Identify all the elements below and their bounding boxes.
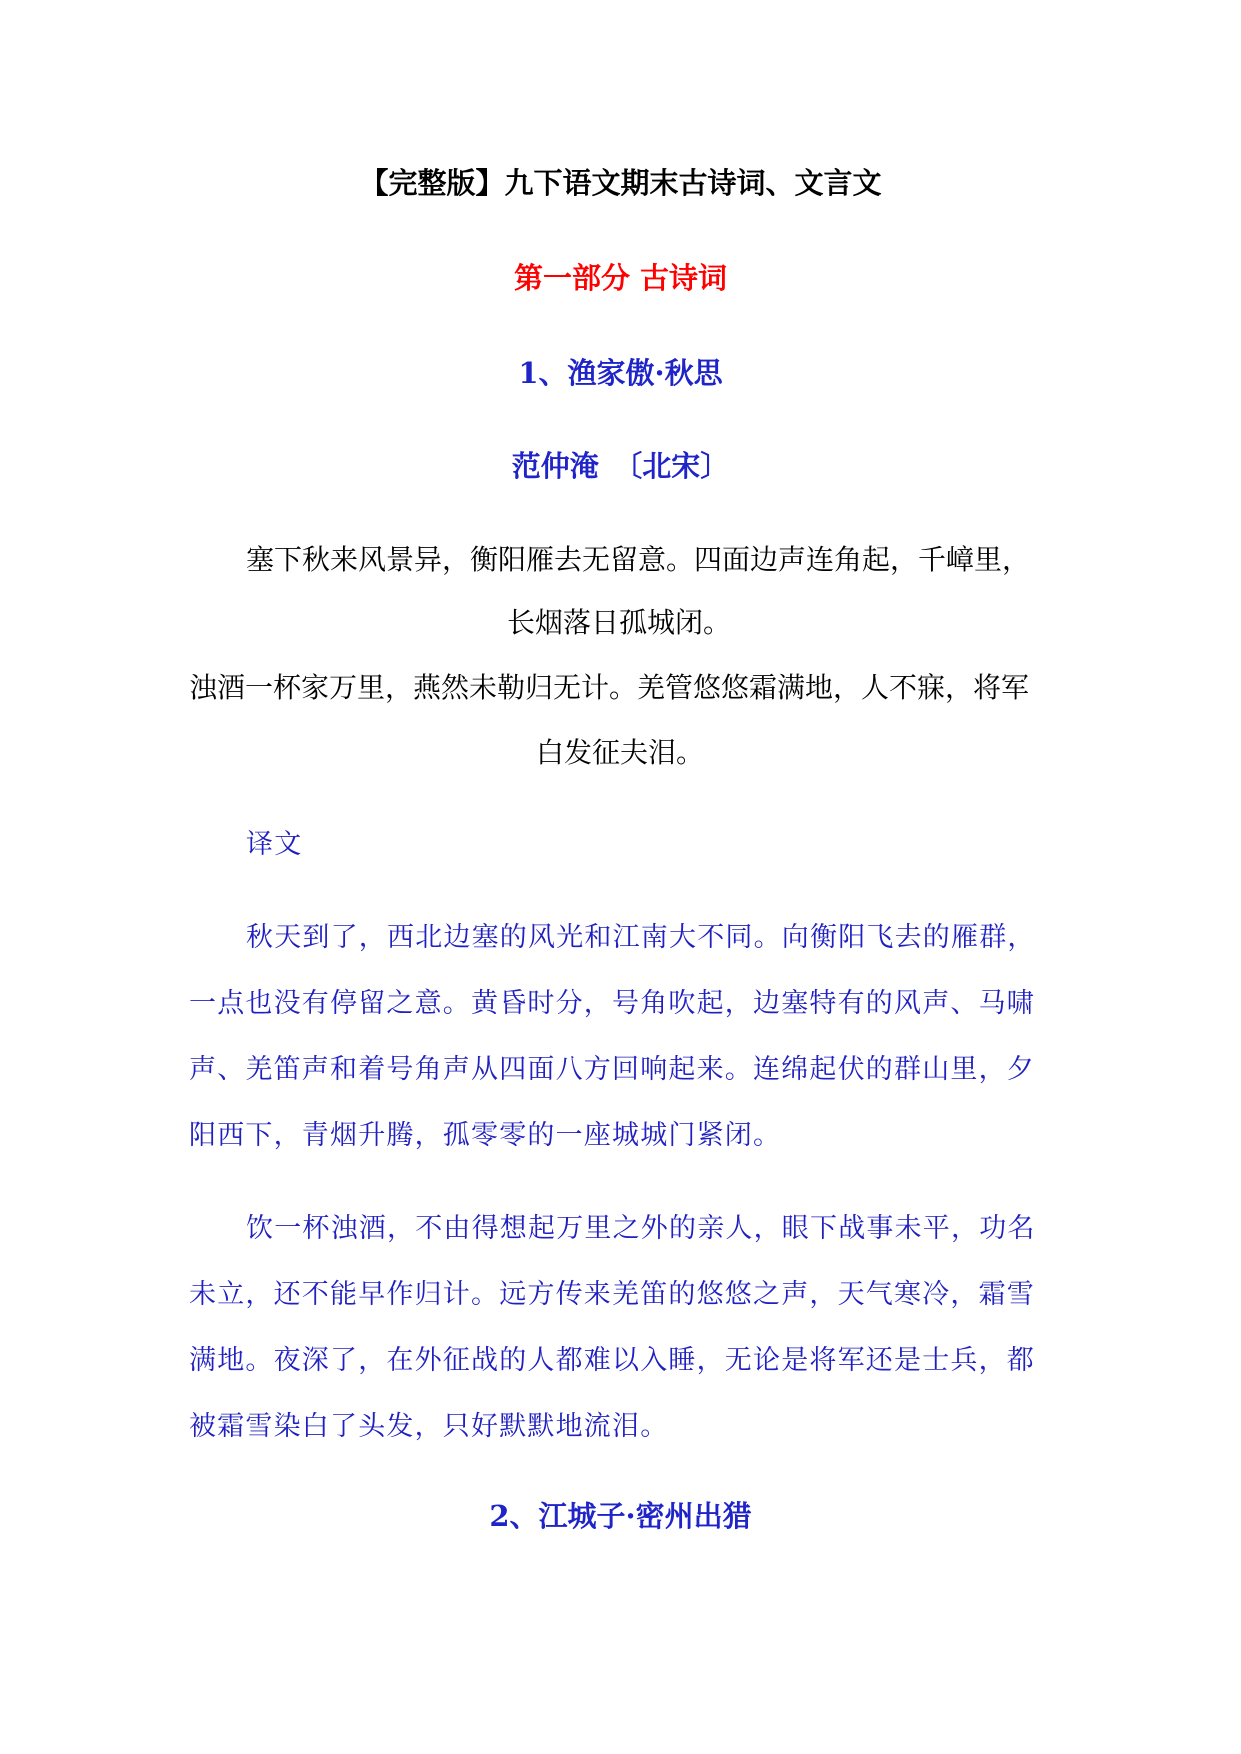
translation-line: 未立，还不能早作归计。远方传来羌笛的悠悠之声，天气寒冷，霜雪: [189, 1279, 1035, 1310]
poem-title: 2、江城子·密州出猎: [489, 1499, 752, 1533]
document-title: 【完整版】九下语文期末古诗词、文言文: [359, 166, 882, 200]
translation-line: 秋天到了，西北边塞的风光和江南大不同。向衡阳飞去的雁群，: [246, 922, 1036, 953]
translation-line: 满地。夜深了，在外征战的人都难以入睡，无论是将军还是士兵，都: [189, 1345, 1035, 1376]
translation-line: 阳西下，青烟升腾，孤零零的一座城城门紧闭。: [189, 1120, 782, 1151]
part-title: 第一部分 古诗词: [513, 261, 728, 295]
verse-line: 长烟落日孤城闭。: [507, 606, 732, 639]
poem-author: 范仲淹 〔北宋〕: [511, 449, 730, 483]
verse-line: 白发征夫泪。: [536, 736, 705, 769]
translation-line: 声、羌笛声和着号角声从四面八方回响起来。连绵起伏的群山里，夕: [189, 1054, 1035, 1085]
translation-line: 饮一杯浊酒，不由得想起万里之外的亲人，眼下战事未平，功名: [246, 1213, 1036, 1244]
translation-heading: 译文: [246, 829, 303, 860]
translation-line: 被霜雪染白了头发，只好默默地流泪。: [189, 1411, 669, 1442]
translation-line: 一点也没有停留之意。黄昏时分，号角吹起，边塞特有的风声、马啸: [189, 988, 1035, 1019]
verse-line: 塞下秋来风景异，衡阳雁去无留意。四面边声连角起，千嶂里，: [246, 543, 1031, 576]
poem-title: 1、渔家傲·秋思: [518, 356, 723, 390]
verse-line: 浊酒一杯家万里，燕然未勒归无计。羌管悠悠霜满地，人不寐，将军: [189, 671, 1030, 704]
